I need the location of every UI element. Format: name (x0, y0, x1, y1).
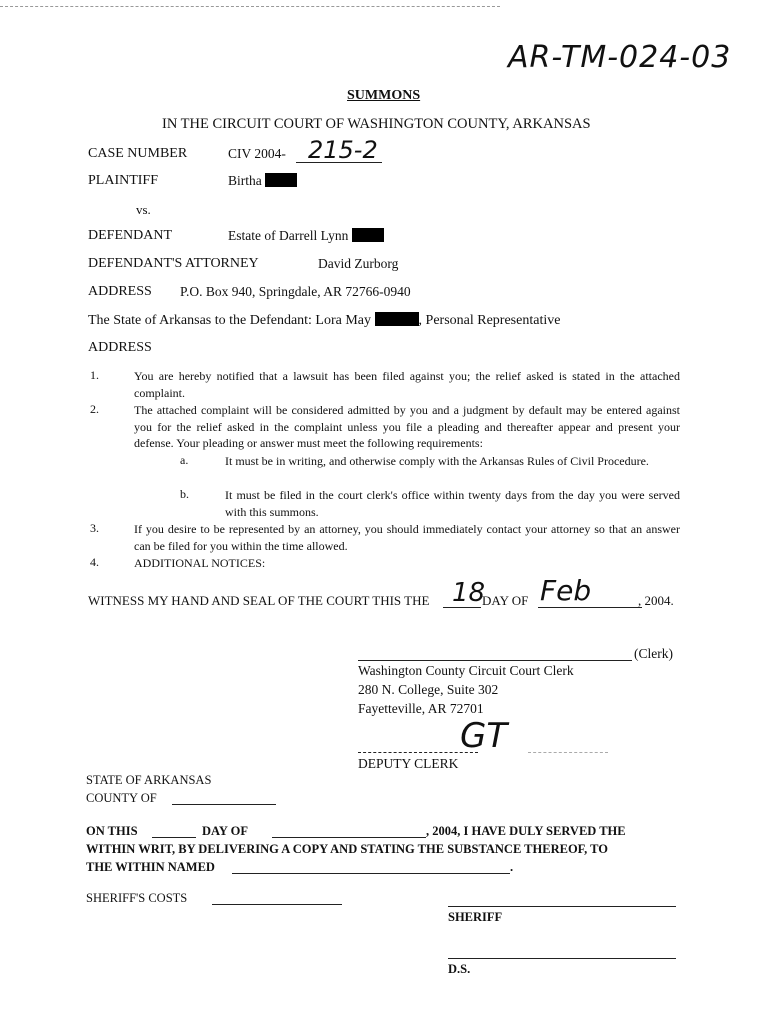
item-2-text: The attached complaint will be considered admitted by you and a judgment by default may be entered against you for the relief asked in the complaint unless you file a pleading and thereafter appear and present your defense. Your pleading or answer must meet the following requirements: (134, 403, 680, 450)
case-number-underline (296, 162, 382, 163)
document-title: SUMMONS (347, 88, 421, 103)
service-day-underline (152, 837, 196, 838)
attorney-value: David Zurborg (318, 256, 399, 271)
address-value: P.O. Box 940, Springdale, AR 72766-0940 (180, 284, 411, 299)
item-1-number: 1. (90, 368, 99, 382)
deputy-signature-line-right (528, 752, 608, 753)
ds-signature-line (448, 958, 676, 959)
service-month-underline (272, 837, 426, 838)
deputy-clerk-label: DEPUTY CLERK (358, 756, 459, 771)
item-3-text: If you desire to be represented by an attorney, you should immediately contact your attorney so that an answer can be filed for you within the time allowed. (134, 522, 680, 553)
sheriff-costs-label: SHERIFF'S COSTS (86, 891, 188, 905)
county-underline (172, 804, 276, 805)
item-3-number: 3. (90, 521, 99, 535)
service-line-1a: ON THIS (86, 824, 138, 838)
case-number-label: CASE NUMBER (88, 146, 188, 161)
sheriff-costs-underline (212, 904, 342, 905)
witness-day-handwritten: 18 (452, 578, 486, 608)
defendant-value (228, 228, 384, 244)
witness-month-handwritten: Feb (540, 574, 592, 607)
ds-label: D.S. (448, 962, 471, 976)
defendant-name: Estate of Darrell Lynn (228, 228, 349, 243)
state-to-defendant-prefix: The State of Arkansas to the Defendant: Lora May (88, 313, 372, 328)
plaintiff-name: Birtha (228, 173, 262, 188)
redaction-box (352, 228, 384, 242)
item-a-number: a. (180, 453, 189, 467)
item-2-number: 2. (90, 402, 99, 416)
witness-prefix: WITNESS MY HAND AND SEAL OF THE COURT THIS THE (88, 593, 430, 608)
item-4-text: ADDITIONAL NOTICES: (134, 556, 266, 570)
redaction-box (265, 173, 297, 187)
address-label-2: ADDRESS (88, 340, 152, 355)
state-to-defendant (88, 312, 560, 329)
service-line-1c: , 2004, I HAVE DULY SERVED THE (426, 824, 626, 838)
clerk-city: Fayetteville, AR 72701 (358, 701, 484, 716)
witness-day-of: DAY OF (482, 593, 529, 608)
service-line-3: THE WITHIN NAMED (86, 860, 215, 874)
defendant-label: DEFENDANT (88, 228, 172, 243)
item-1-text: You are hereby notified that a lawsuit has been filed against you; the relief asked is stated in the attached complaint. (134, 369, 680, 400)
clerk-office: Washington County Circuit Court Clerk (358, 663, 574, 678)
service-line-1b: DAY OF (202, 824, 248, 838)
witness-month-underline (538, 607, 642, 608)
clerk-signature-line (358, 660, 632, 661)
address-label: ADDRESS (88, 284, 152, 299)
plaintiff-label: PLAINTIFF (88, 173, 159, 188)
item-b-text: It must be filed in the court clerk's office within twenty days from the day you were served with this summons. (225, 488, 680, 519)
service-named-underline (232, 873, 510, 874)
deputy-signature-line (358, 752, 478, 753)
service-line-3-end: . (510, 860, 514, 874)
item-b-number: b. (180, 487, 189, 501)
attorney-label: DEFENDANT'S ATTORNEY (88, 256, 259, 271)
item-a-text: It must be in writing, and otherwise comply with the Arkansas Rules of Civil Procedure. (225, 454, 649, 468)
state-to-defendant-suffix: , Personal Representative (418, 313, 561, 328)
item-4-number: 4. (90, 555, 99, 569)
sheriff-label: SHERIFF (448, 910, 503, 924)
clerk-street: 280 N. College, Suite 302 (358, 682, 499, 697)
county-label: COUNTY OF (86, 791, 157, 805)
clerk-label: (Clerk) (634, 646, 673, 661)
versus-text: vs. (136, 202, 151, 217)
redaction-box (375, 312, 419, 326)
handwritten-annotation: AR-TM-024-03 (508, 40, 732, 75)
case-number-prefix: CIV 2004- (228, 146, 286, 161)
service-line-2: WITHIN WRIT, BY DELIVERING A COPY AND STATING THE SUBSTANCE THEREOF, TO (86, 842, 609, 856)
scan-edge-artifact (0, 6, 500, 7)
case-number-handwritten: 215-2 (308, 136, 378, 164)
court-name: IN THE CIRCUIT COURT OF WASHINGTON COUNTY, ARKANSAS (162, 116, 591, 132)
witness-year: , 2004. (638, 593, 674, 608)
sheriff-signature-line (448, 906, 676, 907)
plaintiff-value (228, 173, 297, 189)
deputy-initials-handwritten: GT (460, 716, 508, 756)
state-label: STATE OF ARKANSAS (86, 773, 212, 787)
